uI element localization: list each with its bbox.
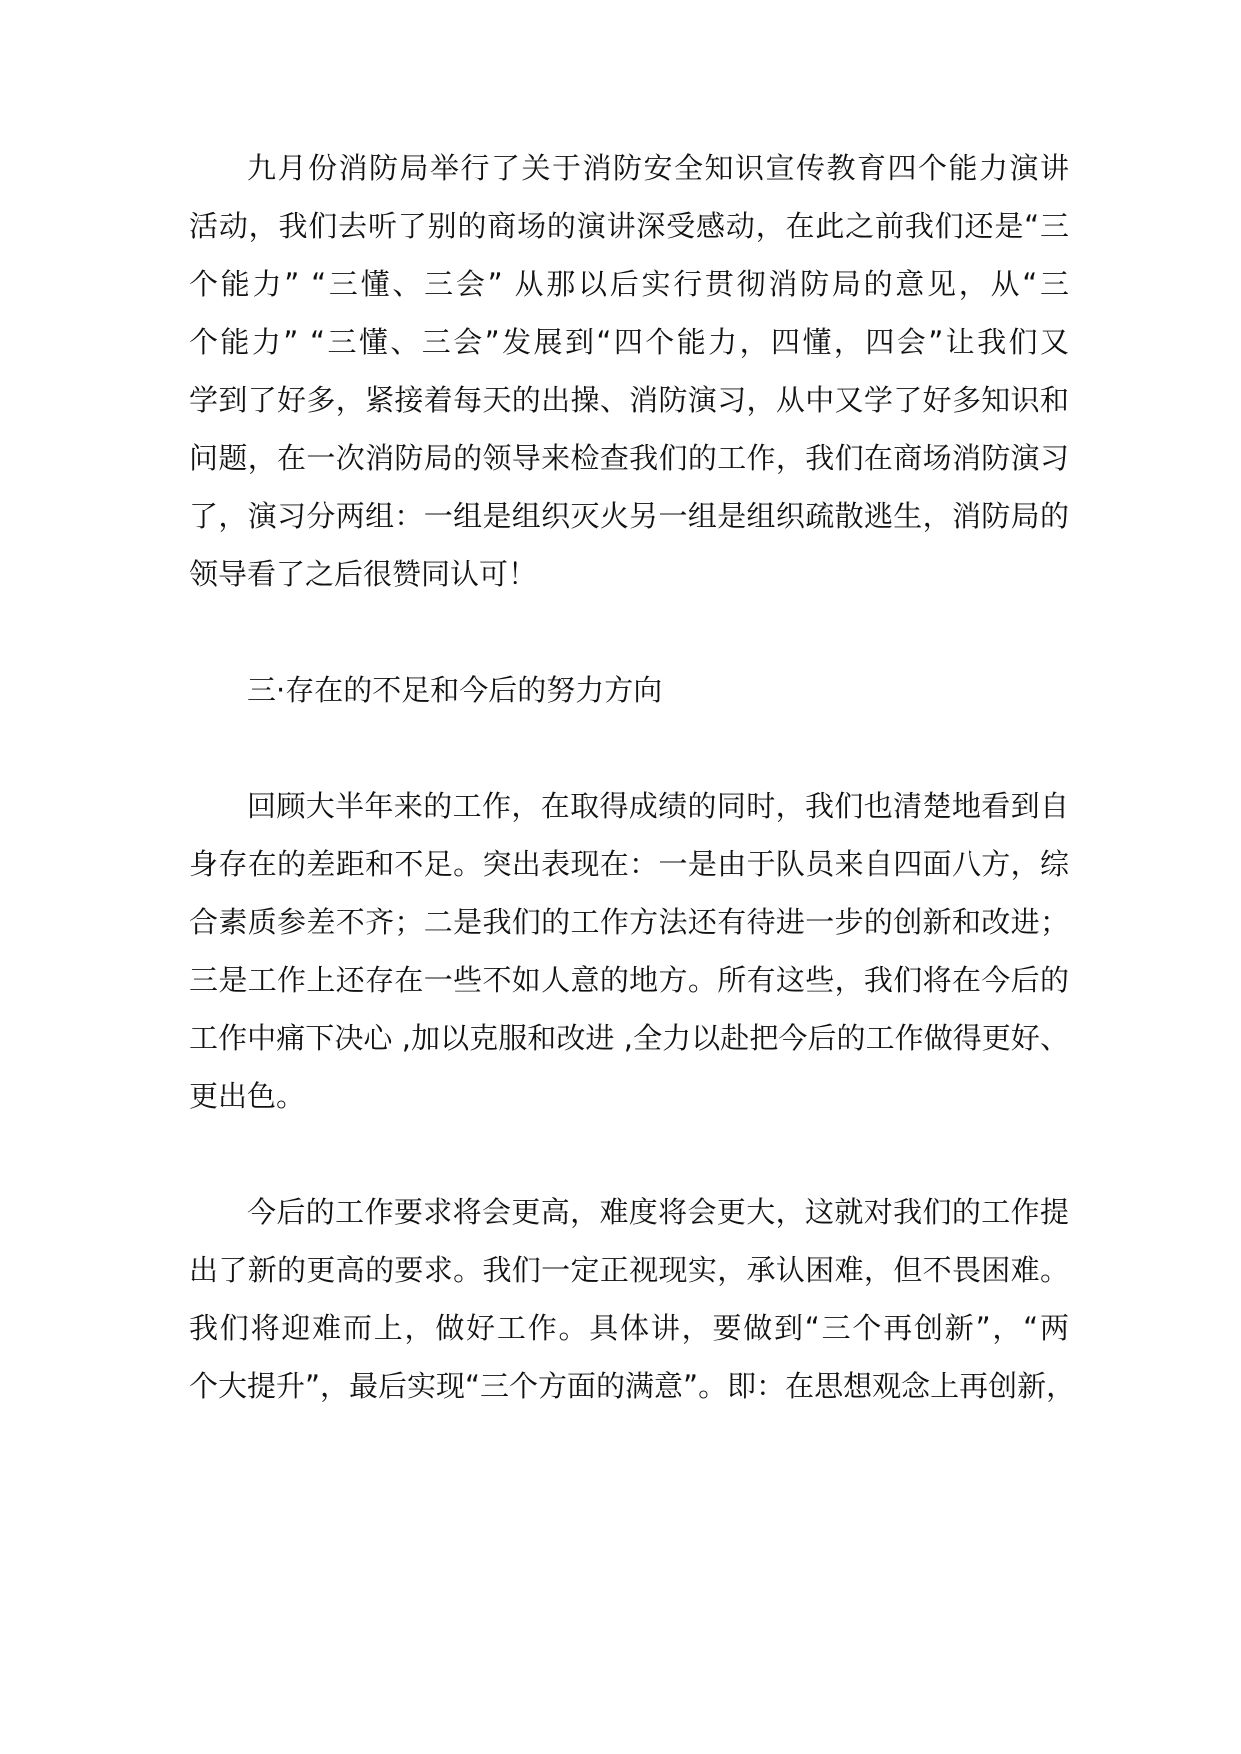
paragraph-2-line-5: 工作中痛下决心 ,加以克服和改进 ,全力以赴把今后的工作做得更好、: [189, 1021, 1069, 1055]
paragraph-3-line-2: 出了新的更高的要求。我们一定正视现实，承认困难，但不畏困难。: [189, 1253, 1069, 1287]
paragraph-1-line-6: 问题，在一次消防局的领导来检查我们的工作，我们在商场消防演习: [189, 441, 1069, 475]
paragraph-2-line-3: 合素质参差不齐；二是我们的工作方法还有待进一步的创新和改进；: [189, 905, 1069, 939]
paragraph-3-line-1: 今后的工作要求将会更高，难度将会更大，这就对我们的工作提: [247, 1195, 1069, 1229]
paragraph-1-line-7: 了，演习分两组：一组是组织灭火另一组是组织疏散逃生，消防局的: [189, 499, 1069, 533]
paragraph-1-line-8: 领导看了之后很赞同认可！: [189, 557, 538, 591]
paragraph-2-line-4: 三是工作上还存在一些不如人意的地方。所有这些，我们将在今后的: [189, 963, 1069, 997]
section-heading: 三·存在的不足和今后的努力方向: [247, 673, 663, 707]
paragraph-3-line-3: 我们将迎难而上，做好工作。具体讲，要做到“三个再创新”，“两: [189, 1311, 1069, 1345]
paragraph-2-line-1: 回顾大半年来的工作，在取得成绩的同时，我们也清楚地看到自: [247, 789, 1069, 823]
paragraph-1-line-1: 九月份消防局举行了关于消防安全知识宣传教育四个能力演讲: [247, 151, 1069, 185]
paragraph-1-line-3: 个能力” “三懂、三会” 从那以后实行贯彻消防局的意见，从“三: [189, 267, 1069, 301]
paragraph-1-line-4: 个能力” “三懂、三会”发展到“四个能力，四懂，四会”让我们又: [189, 325, 1069, 359]
paragraph-3-line-4: 个大提升”，最后实现“三个方面的满意”。即：在思想观念上再创新，: [189, 1369, 1076, 1403]
paragraph-1-line-2: 活动，我们去听了别的商场的演讲深受感动，在此之前我们还是“三: [189, 209, 1069, 243]
paragraph-2-line-6: 更出色。: [189, 1079, 306, 1113]
paragraph-2-line-2: 身存在的差距和不足。突出表现在：一是由于队员来自四面八方，综: [189, 847, 1069, 881]
paragraph-1-line-5: 学到了好多，紧接着每天的出操、消防演习，从中又学了好多知识和: [189, 383, 1069, 417]
